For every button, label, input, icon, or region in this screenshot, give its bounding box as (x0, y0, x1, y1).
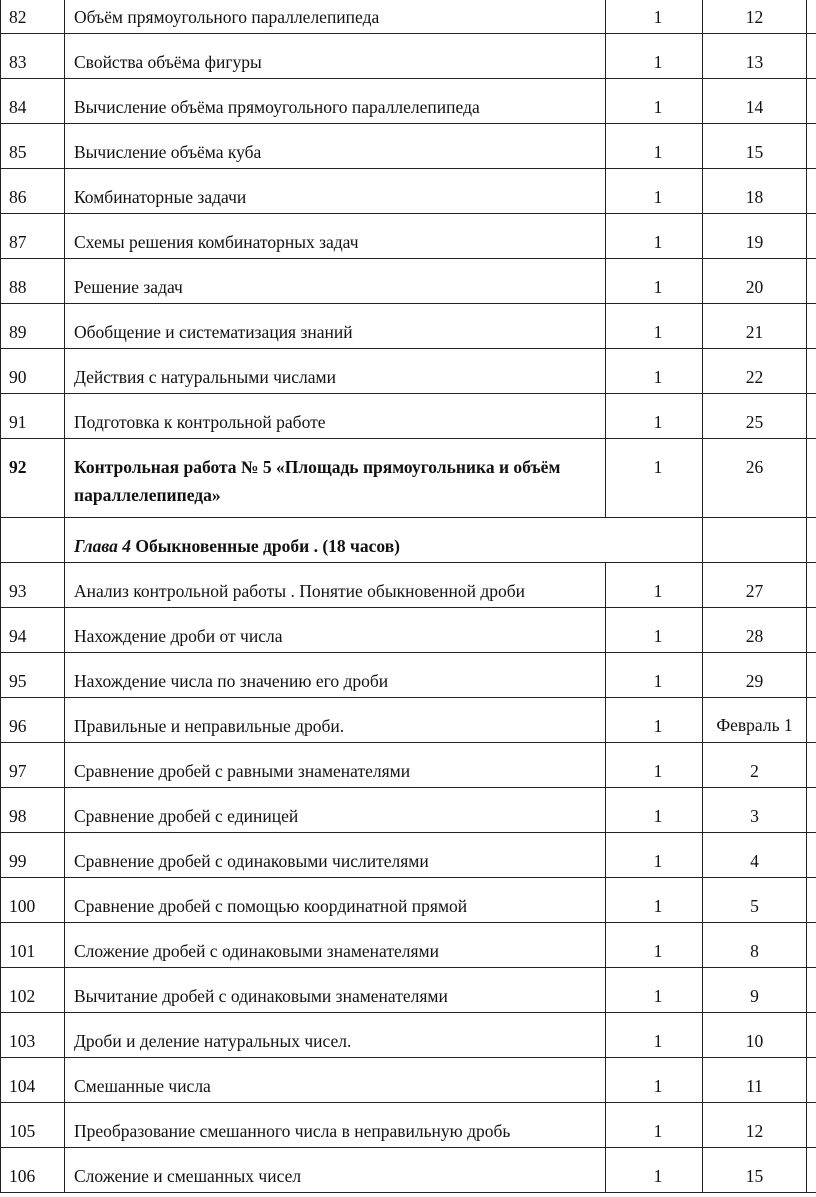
row-date: 8 (703, 923, 807, 968)
row-number: 103 (1, 1013, 65, 1058)
row-topic: Анализ контрольной работы . Понятие обыкновенной дроби (65, 563, 606, 608)
row-extra (807, 698, 816, 743)
row-date: 9 (703, 968, 807, 1013)
row-extra (807, 563, 816, 608)
chapter-row (1, 518, 816, 563)
row-hours: 1 (606, 304, 703, 349)
table-row (1, 34, 816, 79)
row-date: 18 (703, 169, 807, 214)
row-extra (807, 518, 816, 563)
row-number: 106 (1, 1148, 65, 1193)
row-topic: Вычисление объёма прямоугольного параллелепипеда (65, 79, 606, 124)
row-hours: 1 (606, 169, 703, 214)
row-extra (807, 1013, 816, 1058)
row-topic: Сравнение дробей с одинаковыми числителями (65, 833, 606, 878)
table-row (1, 79, 816, 124)
row-extra (807, 968, 816, 1013)
row-date: 4 (703, 833, 807, 878)
row-date: Февраль 1 (703, 698, 807, 743)
row-number: 94 (1, 608, 65, 653)
row-date: 25 (703, 394, 807, 439)
row-extra (807, 608, 816, 653)
row-date: 29 (703, 653, 807, 698)
row-topic: Контрольная работа № 5 «Площадь прямоугольника и объём параллелепипеда» (65, 439, 606, 518)
row-extra (807, 349, 816, 394)
row-topic: Подготовка к контрольной работе (65, 394, 606, 439)
table-row (1, 1103, 816, 1148)
row-date: 19 (703, 214, 807, 259)
row-number: 104 (1, 1058, 65, 1103)
row-hours: 1 (606, 349, 703, 394)
table-row (1, 349, 816, 394)
row-date: 12 (703, 0, 807, 34)
row-number: 87 (1, 214, 65, 259)
row-number: 93 (1, 563, 65, 608)
row-extra (807, 79, 816, 124)
row-hours: 1 (606, 439, 703, 518)
table-body-after (1, 563, 816, 1193)
row-date: 22 (703, 349, 807, 394)
row-extra (807, 439, 816, 518)
row-hours: 1 (606, 34, 703, 79)
row-hours: 1 (606, 968, 703, 1013)
row-date: 27 (703, 563, 807, 608)
row-topic: Сравнение дробей с помощью координатной прямой (65, 878, 606, 923)
row-date: 2 (703, 743, 807, 788)
row-date: 20 (703, 259, 807, 304)
row-number: 99 (1, 833, 65, 878)
row-topic: Сложение дробей с одинаковыми знаменателями (65, 923, 606, 968)
row-date: 13 (703, 34, 807, 79)
row-topic: Правильные и неправильные дроби. (65, 698, 606, 743)
row-topic: Вычитание дробей с одинаковыми знаменателями (65, 968, 606, 1013)
table-row (1, 1013, 816, 1058)
table-row (1, 0, 816, 34)
row-topic: Сложение и смешанных чисел (65, 1148, 606, 1193)
table-row (1, 653, 816, 698)
table-row (1, 124, 816, 169)
row-hours: 1 (606, 124, 703, 169)
row-hours: 1 (606, 79, 703, 124)
row-number: 85 (1, 124, 65, 169)
row-date: 26 (703, 439, 807, 518)
table-row-test (1, 439, 816, 518)
table-row (1, 968, 816, 1013)
row-number: 86 (1, 169, 65, 214)
table-row (1, 923, 816, 968)
row-topic: Дроби и деление натуральных чисел. (65, 1013, 606, 1058)
row-date: 21 (703, 304, 807, 349)
row-hours: 1 (606, 923, 703, 968)
row-number: 105 (1, 1103, 65, 1148)
table-row (1, 1148, 816, 1193)
row-extra (807, 1103, 816, 1148)
row-extra (807, 833, 816, 878)
row-number: 91 (1, 394, 65, 439)
row-number: 100 (1, 878, 65, 923)
row-extra (807, 1148, 816, 1193)
row-topic: Решение задач (65, 259, 606, 304)
row-hours: 1 (606, 743, 703, 788)
row-hours: 1 (606, 214, 703, 259)
table-row (1, 304, 816, 349)
row-topic: Комбинаторные задачи (65, 169, 606, 214)
row-extra (807, 653, 816, 698)
table-row (1, 1058, 816, 1103)
row-extra (807, 788, 816, 833)
table-row (1, 608, 816, 653)
row-number: 90 (1, 349, 65, 394)
row-hours: 1 (606, 259, 703, 304)
row-topic: Объём прямоугольного параллелепипеда (65, 0, 606, 34)
row-extra (807, 214, 816, 259)
table-row (1, 169, 816, 214)
chapter-label: Глава 4 (74, 536, 131, 556)
row-topic: Нахождение дроби от числа (65, 608, 606, 653)
row-hours: 1 (606, 878, 703, 923)
row-number: 95 (1, 653, 65, 698)
row-extra (807, 124, 816, 169)
table-row (1, 214, 816, 259)
row-date: 12 (703, 1103, 807, 1148)
row-hours: 1 (606, 0, 703, 34)
table-row (1, 788, 816, 833)
row-hours: 1 (606, 608, 703, 653)
table-row (1, 259, 816, 304)
row-number: 101 (1, 923, 65, 968)
table-row (1, 698, 816, 743)
row-number: 88 (1, 259, 65, 304)
table-row (1, 563, 816, 608)
row-topic: Свойства объёма фигуры (65, 34, 606, 79)
row-extra (807, 1058, 816, 1103)
row-extra (807, 0, 816, 34)
row-hours: 1 (606, 833, 703, 878)
row-topic: Сравнение дробей с равными знаменателями (65, 743, 606, 788)
row-number: 92 (1, 439, 65, 518)
row-date: 3 (703, 788, 807, 833)
chapter-heading (65, 518, 703, 563)
row-number: 96 (1, 698, 65, 743)
row-number: 82 (1, 0, 65, 34)
row-extra (807, 169, 816, 214)
row-date: 28 (703, 608, 807, 653)
row-hours: 1 (606, 1058, 703, 1103)
row-topic: Вычисление объёма куба (65, 124, 606, 169)
row-extra (807, 878, 816, 923)
row-date: 10 (703, 1013, 807, 1058)
row-number: 102 (1, 968, 65, 1013)
row-hours: 1 (606, 653, 703, 698)
row-extra (807, 304, 816, 349)
row-date: 14 (703, 79, 807, 124)
row-extra (807, 743, 816, 788)
table-body-before (1, 0, 816, 439)
row-number: 97 (1, 743, 65, 788)
table-body-test (1, 439, 816, 563)
row-hours: 1 (606, 1013, 703, 1058)
row-topic: Смешанные числа (65, 1058, 606, 1103)
row-hours: 1 (606, 788, 703, 833)
row-topic: Схемы решения комбинаторных задач (65, 214, 606, 259)
row-topic: Обобщение и систематизация знаний (65, 304, 606, 349)
row-date: 15 (703, 124, 807, 169)
row-date: 15 (703, 1148, 807, 1193)
row-extra (807, 259, 816, 304)
table-row (1, 743, 816, 788)
row-extra (807, 394, 816, 439)
chapter-title: Обыкновенные дроби . (18 часов) (135, 536, 400, 556)
row-extra (807, 34, 816, 79)
row-hours: 1 (606, 563, 703, 608)
chapter-date-cell (703, 518, 807, 563)
row-topic: Преобразование смешанного числа в неправильную дробь (65, 1103, 606, 1148)
row-extra (807, 923, 816, 968)
table-row (1, 833, 816, 878)
row-hours: 1 (606, 394, 703, 439)
row-topic: Действия с натуральными числами (65, 349, 606, 394)
row-number: 84 (1, 79, 65, 124)
row-hours: 1 (606, 698, 703, 743)
row-number: 89 (1, 304, 65, 349)
chapter-num-cell (1, 518, 65, 563)
row-date: 5 (703, 878, 807, 923)
row-topic: Сравнение дробей с единицей (65, 788, 606, 833)
row-hours: 1 (606, 1148, 703, 1193)
row-number: 98 (1, 788, 65, 833)
table-row (1, 394, 816, 439)
table-row (1, 878, 816, 923)
row-hours: 1 (606, 1103, 703, 1148)
row-date: 11 (703, 1058, 807, 1103)
row-number: 83 (1, 34, 65, 79)
row-topic: Нахождение числа по значению его дроби (65, 653, 606, 698)
